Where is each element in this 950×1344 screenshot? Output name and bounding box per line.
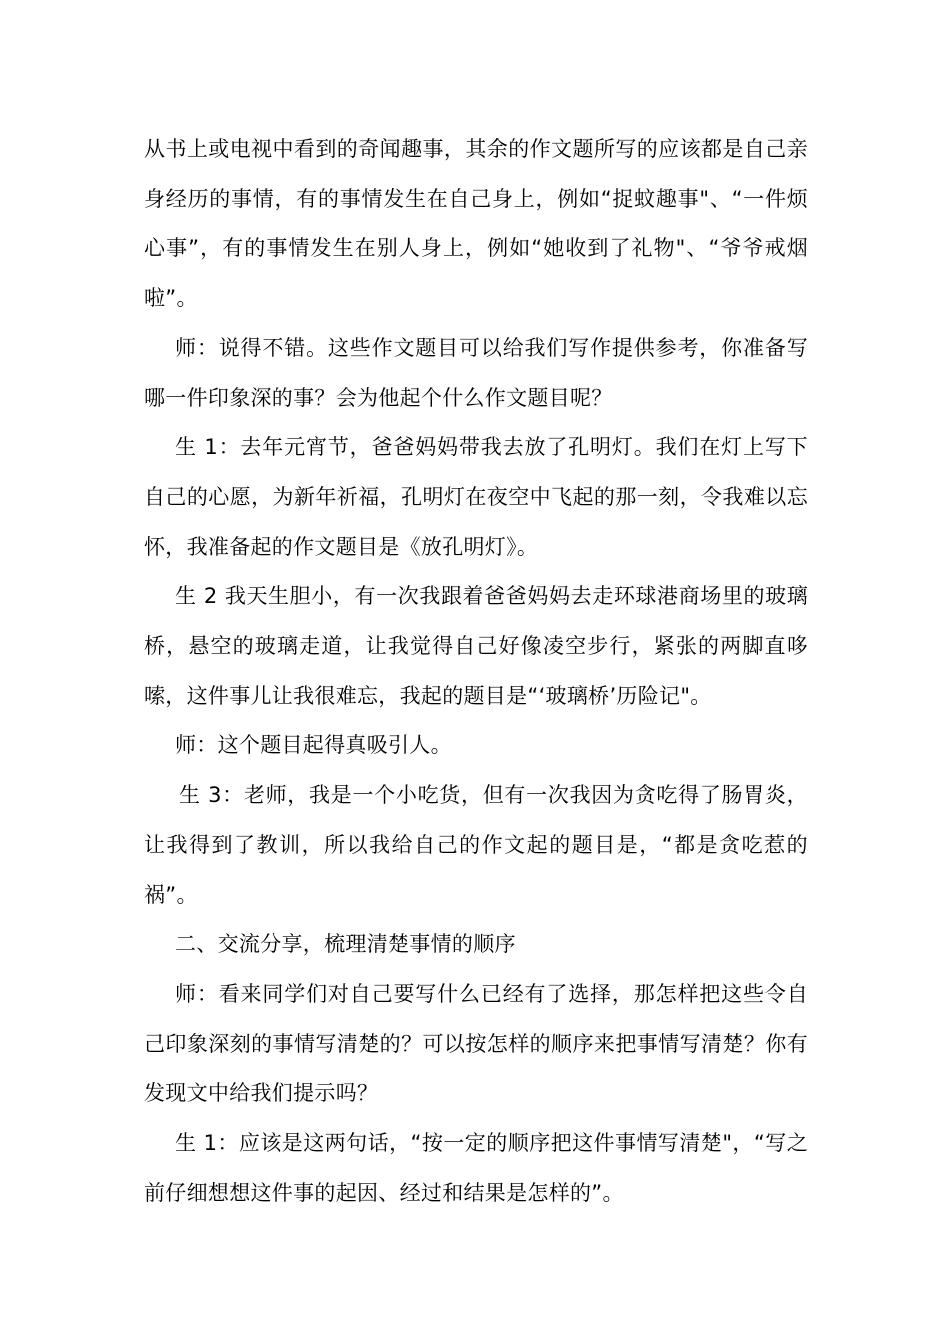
paragraph-continuation: 从书上或电视中看到的奇闻趣事，其余的作文题所写的应该都是自己亲身经历的事情，有的事情发生在自己身上，例如“捉蚊趣事"、“一件烦心事”，有的事情发生在别人身上，例如“她收到了礼物"、“爷爷戒烟啦”。 bbox=[144, 137, 808, 311]
paragraph-student-answer: 生 1：应该是这两句话，“按一定的顺序把这件事情写清楚"，“写之前仔细想想这件事的起因、经过和结果是怎样的”。 bbox=[144, 1131, 808, 1205]
paragraph-student-2: 生 2 我天生胆小，有一次我跟着爸爸妈妈去走环球港商场里的玻璃桥，悬空的玻璃走道，让我觉得自己好像凌空步行，紧张的两脚直哆嗦，这件事儿让我很难忘，我起的题目是“‘玻璃桥’历险记"。 bbox=[144, 584, 808, 708]
paragraph-student-3: 生 3：老师，我是一个小吃货，但有一次我因为贪吃得了肠胃炎，让我得到了教训，所以我给自己的作文起的题目是，“都是贪吃惹的祸”。 bbox=[144, 783, 808, 907]
document-body bbox=[144, 125, 808, 1218]
paragraph-teacher-praise: 师：这个题目起得真吸引人。 bbox=[175, 733, 452, 758]
paragraph-teacher-remark: 师：说得不错。这些作文题目可以给我们写作提供参考，你准备写哪一件印象深的事？会为他起个什么作文题目呢？ bbox=[144, 335, 808, 410]
paragraph-teacher-question: 师：看来同学们对自己要写什么已经有了选择，那怎样把这些令自己印象深刻的事情写清楚的？可以按怎样的顺序来把事情写清楚？你有发现文中给我们提示吗？ bbox=[144, 981, 808, 1106]
section-heading: 二、交流分享，梳理清楚事情的顺序 bbox=[175, 932, 516, 957]
paragraph-student-1: 生 1：去年元宵节，爸爸妈妈带我去放了孔明灯。我们在灯上写下自己的心愿，为新年祈福，孔明灯在夜空中飞起的那一刻，令我难以忘怀，我准备起的作文题目是《放孔明灯》。 bbox=[144, 435, 808, 559]
